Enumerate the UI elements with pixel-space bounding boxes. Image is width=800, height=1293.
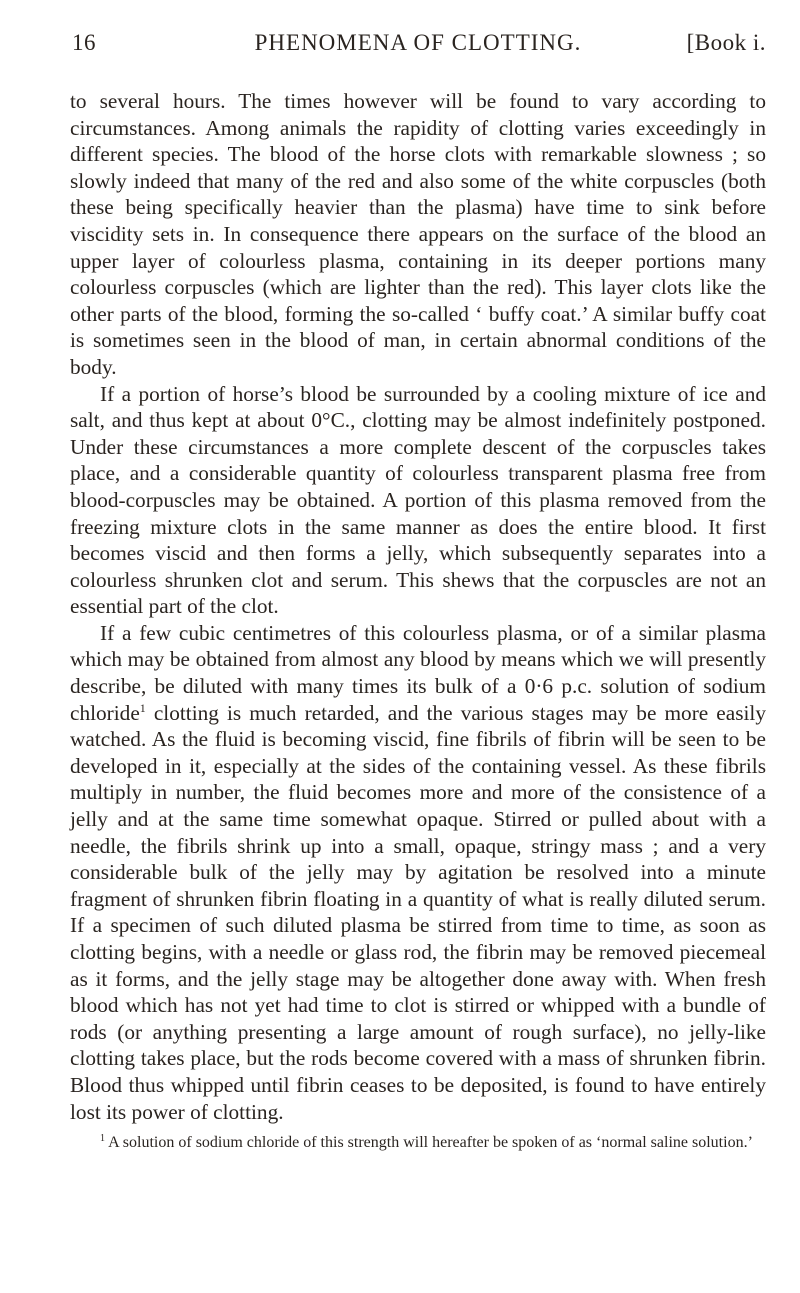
paragraph-3-part-2: clotting is much retarded, and the various stages may be more easily watched. As the fluid is becoming viscid, fine fibrils of fibrin will be seen to be developed in it, especially at the sides of the containing vessel. As these fibrils multiply in number, the fluid becomes more and more of the consistence of a jelly and at the same time somewhat opaque. Stirred or pulled about with a needle, the fibrils shrink up into a small, opaque, stringy mass ; and a very considerable bulk of the jelly may by agitation be resolved into a minute fragment of shrunken fibrin floating in a quantity of what is really diluted serum. If a specimen of such diluted plasma be stirred from time to time, as soon as clotting begins, with a needle or glass rod, the fibrin may be removed piecemeal as it forms, and the jelly stage may be altogether done away with. When fresh blood which has not yet had time to clot is stirred or whipped with a bundle of rods (or anything presenting a large amount of rough surface), no jelly-like clotting takes place, but the rods become covered with a mass of shrunken fibrin. Blood thus whipped until fibrin ceases to be deposited, is found to have entirely lost its power of clotting.	[70, 700, 766, 1124]
running-head	[70, 22, 766, 60]
book-section-label: [Book i.	[686, 30, 766, 55]
page-number: 16	[72, 30, 96, 55]
footnote-mark: 1	[100, 1133, 105, 1145]
paragraph-3	[70, 620, 766, 1125]
body-text	[70, 88, 766, 1125]
footnote	[70, 1133, 766, 1152]
paragraph-2: If a portion of horse’s blood be surrounded by a cooling mixture of ice and salt, and thus kept at about 0°C., clotting may be almost indefinitely postponed. Under these circumstances a more complete descent of the corpuscles takes place, and a considerable quantity of colourless transparent plasma free from blood-corpuscles may be obtained. A portion of this plasma removed from the freezing mixture clots in the same manner as does the entire blood. It first becomes viscid and then forms a jelly, which subsequently separates into a colourless shrunken clot and serum. This shews that the corpuscles are not an essential part of the clot.	[70, 381, 766, 619]
footnote-body	[70, 1133, 766, 1152]
paragraph-3-part-1: If a few cubic centimetres of this colourless plasma, or of a similar plasma which may be obtained from almost any blood by means which we will presently describe, be diluted with many times its bulk of a 0·6 p.c. solution of sodium chloride	[70, 620, 766, 725]
paragraph-1: to several hours. The times however will be found to vary according to circumstances. Among animals the rapidity of clotting varies exceedingly in different species. The blood of the horse clots with remarkable slowness ; so slowly indeed that many of the red and also some of the white corpuscles (both these being specifically heavier than the plasma) have time to sink before viscidity sets in. In consequence there appears on the surface of the blood an upper layer of colourless plasma, containing in its deeper portions many colourless corpuscles (which are lighter than the red). This layer clots like the other parts of the blood, forming the so-called ‘ buffy coat.’ A similar buffy coat is sometimes seen in the blood of man, in certain abnormal conditions of the body.	[70, 89, 766, 379]
book-page	[70, 22, 766, 1152]
footnote-reference[interactable]: 1	[139, 700, 146, 715]
running-title: PHENOMENA OF CLOTTING.	[254, 30, 582, 55]
footnote-text: A solution of sodium chloride of this strength will hereafter be spoken of as ‘normal saline solution.’	[108, 1134, 753, 1152]
